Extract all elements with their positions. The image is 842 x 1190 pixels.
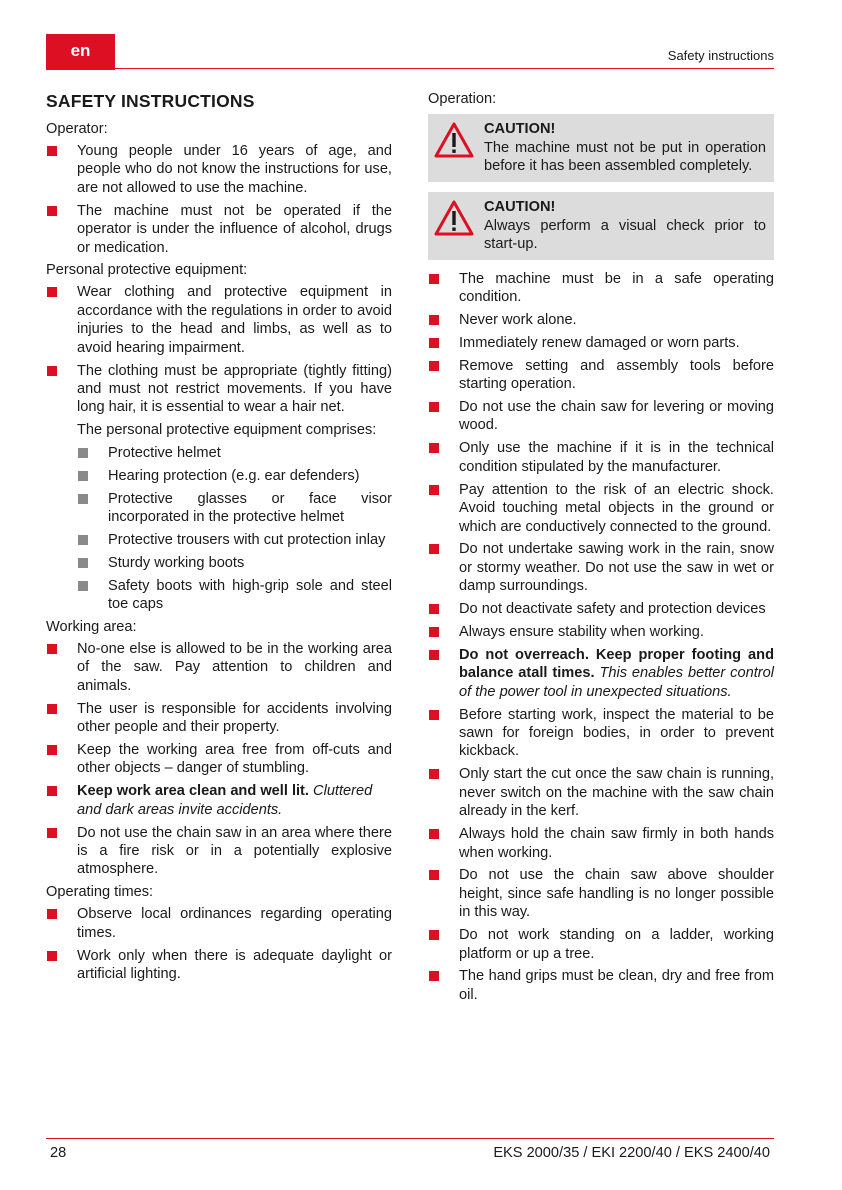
list-item: Before starting work, inspect the material to be sawn for foreign bodies, in order to prevent kickback. (428, 706, 774, 761)
caution-text: The machine must not be put in operation before it has been assembled completely. (484, 140, 766, 175)
list-item: Do not undertake sawing work in the rain, snow or stormy weather. Do not use the saw in wet or damp surroundings. (428, 540, 774, 595)
left-column (46, 90, 392, 988)
list-item: No-one else is allowed to be in the working area of the saw. Pay attention to children and animals. (46, 640, 392, 695)
list-item: Wear clothing and protective equipment in accordance with the regulations in order to avoid injuries to the head and limbs, as well as to avoid hearing impairment. (46, 283, 392, 357)
italic-text: Cluttered and dark areas invite accidents. (77, 783, 373, 818)
caution-box (428, 114, 774, 182)
list-item (428, 646, 774, 701)
page-title: SAFETY INSTRUCTIONS (46, 91, 255, 111)
warning-triangle-icon (434, 200, 474, 236)
language-badge: en (46, 34, 115, 70)
bold-text: Keep work area clean and well lit. (77, 783, 309, 800)
warning-triangle-icon (434, 122, 474, 158)
italic-text: This enables better control of the power tool in unexpected situations. (459, 665, 774, 700)
sub-list-item: Safety boots with high-grip sole and steel toe caps (77, 577, 392, 614)
sub-list-item: Protective glasses or face visor incorporated in the protective helmet (77, 490, 392, 527)
right-column (428, 90, 774, 1009)
list-item: The hand grips must be clean, dry and free from oil. (428, 967, 774, 1004)
bold-text: Do not overreach. Keep proper footing and balance atall times. (459, 646, 774, 682)
working-area-list (46, 640, 392, 879)
sub-list-item: Protective trousers with cut protection inlay (77, 531, 392, 549)
list-item: Do not use the chain saw above shoulder height, since safe handling is no longer possible in this way. (428, 866, 774, 921)
operation-list (428, 270, 774, 1005)
footer-divider (46, 1138, 774, 1139)
list-item: Always ensure stability when working. (428, 623, 774, 641)
sub-list-item: Protective helmet (77, 444, 392, 462)
ppe-list (46, 283, 392, 416)
list-item: Remove setting and assembly tools before starting operation. (428, 357, 774, 394)
header-divider (46, 68, 774, 69)
sub-list-item: Sturdy working boots (77, 554, 392, 572)
list-item: Always hold the chain saw firmly in both hands when working. (428, 825, 774, 862)
list-item: The machine must not be operated if the operator is under the influence of alcohol, drugs or medication. (46, 202, 392, 257)
list-item: The clothing must be appropriate (tightly fitting) and must not restrict movements. If you have long hair, it is essential to wear a hair net. (46, 362, 392, 417)
section-title: Safety instructions (667, 48, 774, 63)
ppe-note: The personal protective equipment comprises: (77, 422, 377, 439)
operation-label: Operation: (428, 91, 497, 107)
list-item: The user is responsible for accidents involving other people and their property. (46, 700, 392, 737)
caution-title: CAUTION! (484, 121, 556, 137)
list-item: Only use the machine if it is in the technical condition stipulated by the manufacturer. (428, 439, 774, 476)
list-item: Keep the working area free from off-cuts and other objects – danger of stumbling. (46, 741, 392, 778)
caution-text: Always perform a visual check prior to start-up. (484, 217, 766, 253)
list-item (46, 782, 392, 819)
page-number: 28 (50, 1145, 67, 1161)
list-item: Pay attention to the risk of an electric shock. Avoid touching metal objects in the ground or which are conductively connected to the ground. (428, 481, 774, 536)
operating-times-list (46, 905, 392, 983)
list-item: Do not use the chain saw in an area where there is a fire risk or in a potentially explosive atmosphere. (46, 824, 392, 879)
list-item: Work only when there is adequate daylight or artificial lighting. (46, 947, 392, 984)
ppe-label: Personal protective equipment: (46, 262, 248, 279)
list-item: Only start the cut once the saw chain is running, never switch on the machine with the saw chain already in the kerf. (428, 765, 774, 820)
operating-times-label: Operating times: (46, 884, 154, 901)
list-item: The machine must be in a safe operating condition. (428, 270, 774, 307)
caution-box (428, 192, 774, 260)
list-item: Observe local ordinances regarding operating times. (46, 905, 392, 942)
working-area-label: Working area: (46, 618, 137, 635)
list-item: Never work alone. (428, 311, 774, 329)
list-item: Do not use the chain saw for levering or moving wood. (428, 398, 774, 435)
operator-label: Operator: (46, 121, 108, 137)
model-names: EKS 2000/35 / EKI 2200/40 / EKS 2400/40 (493, 1145, 770, 1161)
list-item: Do not work standing on a ladder, working platform or up a tree. (428, 926, 774, 963)
caution-title: CAUTION! (484, 198, 556, 215)
sub-list-item: Hearing protection (e.g. ear defenders) (77, 467, 392, 485)
operator-list (46, 142, 392, 257)
list-item: Young people under 16 years of age, and people who do not know the instructions for use, are not allowed to use the machine. (46, 142, 392, 197)
list-item: Immediately renew damaged or worn parts. (428, 334, 774, 352)
ppe-sub-list (77, 444, 392, 614)
ppe-sub-wrap (46, 444, 392, 614)
list-item: Do not deactivate safety and protection devices (428, 600, 774, 618)
